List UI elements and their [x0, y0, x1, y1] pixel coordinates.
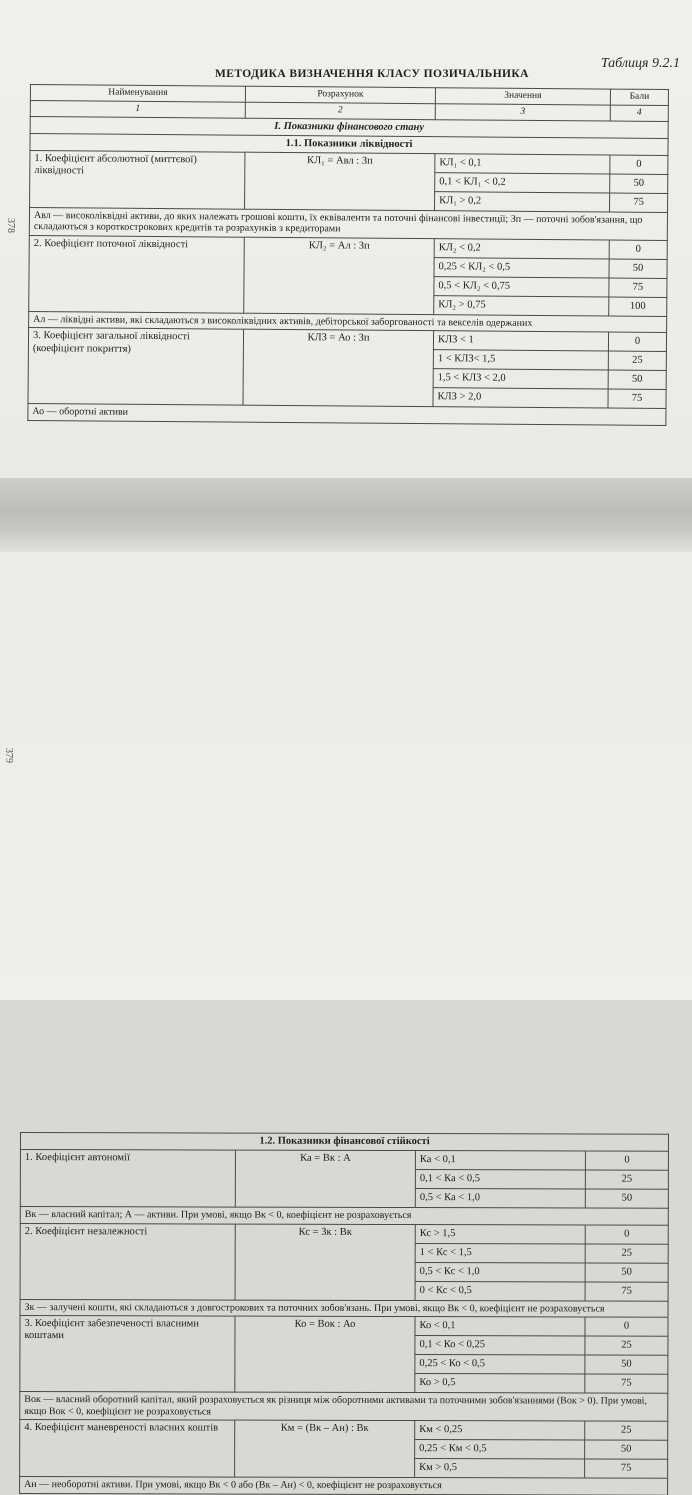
- indicator-note: Вок — власний оборотний капітал, який розраховується як різниця між оборотними активами та поточними зобов'язаннями (Вок > 0). При умові, якщо Вок < 0, коефіцієнт не розраховується: [20, 1392, 668, 1422]
- indicator-row: [29, 235, 667, 259]
- indicator-value-range: 0,25 < Ко < 0,5: [415, 1355, 585, 1374]
- indicator-name: 2. Коефіцієнт поточної ліквідності: [29, 235, 245, 313]
- book-page-379: [0, 552, 692, 1492]
- indicator-points: 25: [585, 1421, 668, 1440]
- indicator-value-range: 0,25 < КЛ₂ < 0,5: [434, 258, 609, 278]
- indicator-points: 75: [608, 390, 666, 409]
- indicator-points: 0: [609, 240, 667, 259]
- indicator-points: 50: [608, 371, 666, 390]
- indicator-points: 50: [585, 1263, 668, 1282]
- note-row: [20, 1477, 668, 1495]
- indicator-row: [20, 1223, 668, 1244]
- indicator-points: 25: [585, 1336, 668, 1355]
- indicator-points: 50: [585, 1440, 668, 1459]
- indicator-value-range: 1 < Кс < 1,5: [415, 1243, 585, 1262]
- indicator-value-range: Ка < 0,1: [415, 1151, 585, 1170]
- indicator-note: Авл — високоліквідні активи, до яких належать грошові кошти, їх еквіваленти та поточні фінансові інвестиції; Зп — поточні зобов'язання, що складаються з короткострокових кредитів та розрахунків з кредиторами: [29, 207, 667, 240]
- indicator-value-range: Км > 0,5: [415, 1459, 585, 1478]
- subsection-row: [20, 1133, 668, 1152]
- indicator-value-range: 1,5 < КЛЗ < 2,0: [433, 369, 608, 389]
- indicator-formula: Ка = Вк : А: [235, 1150, 415, 1207]
- indicator-value-range: КЛ₂ < 0,2: [434, 239, 609, 259]
- page-number: 379: [3, 748, 14, 763]
- column-number: 3: [435, 104, 610, 121]
- indicator-value-range: Кс > 1,5: [415, 1224, 585, 1243]
- indicator-value-range: 0 < Кс < 0,5: [415, 1281, 585, 1300]
- indicator-points: 75: [585, 1374, 668, 1393]
- indicator-value-range: Ко > 0,5: [415, 1374, 585, 1393]
- indicator-value-range: 0,5 < Ка < 1,0: [415, 1189, 585, 1208]
- indicator-row: [20, 1420, 668, 1441]
- indicator-points: 75: [585, 1459, 668, 1478]
- borrower-class-table-part-1: [27, 84, 669, 426]
- indicator-row: [20, 1150, 668, 1171]
- indicator-points: 50: [610, 174, 668, 193]
- header-name: Найменування: [30, 85, 245, 103]
- indicator-row: [30, 150, 668, 174]
- indicator-value-range: 0,1 < КЛ₁ < 0,2: [435, 173, 610, 193]
- indicator-formula: КЛ₂ = Ал : Зп: [244, 237, 435, 314]
- subsection-title: 1.1. Показники ліквідності: [30, 133, 668, 155]
- indicator-points: 50: [585, 1355, 668, 1374]
- indicator-points: 0: [585, 1151, 668, 1170]
- indicator-name: 2. Коефіцієнт незалежності: [20, 1223, 235, 1300]
- indicator-row: [20, 1316, 668, 1337]
- indicator-value-range: Км < 0,25: [415, 1421, 585, 1440]
- indicator-points: 25: [608, 352, 666, 371]
- indicator-formula: КЛ₁ = Авл : Зп: [245, 152, 435, 210]
- indicator-value-range: 0,5 < Кс < 1,0: [415, 1262, 585, 1281]
- indicator-value-range: КЛЗ > 2,0: [433, 388, 608, 408]
- column-number: 4: [610, 105, 668, 121]
- indicator-points: 75: [610, 193, 668, 212]
- indicator-value-range: Ко < 0,1: [415, 1317, 585, 1336]
- indicator-points: 0: [585, 1225, 668, 1244]
- column-number: 1: [30, 100, 245, 118]
- indicator-points: 100: [609, 297, 667, 316]
- indicator-points: 75: [585, 1282, 668, 1301]
- indicator-points: 75: [609, 278, 667, 297]
- page-number: 378: [5, 218, 16, 233]
- indicator-name: 1. Коефіцієнт автономії: [20, 1150, 235, 1208]
- table-caption: Таблиця 9.2.1: [600, 56, 680, 71]
- indicator-note: Ан — необоротні активи. При умові, якщо Вк < 0 або (Вк – Ан) < 0, коефіцієнт не розраховується: [20, 1477, 668, 1495]
- indicator-formula: Км = (Вк – Ан) : Вк: [235, 1420, 415, 1477]
- indicator-value-range: 0,1 < Ка < 0,5: [415, 1170, 585, 1189]
- indicator-value-range: КЛ₁ < 0,1: [435, 154, 610, 174]
- indicator-note: Зк — залучені кошти, які складаються з довгострокових та поточних зобов'язань. При умові, якщо Вк < 0, коефіцієнт не розраховується: [20, 1299, 668, 1317]
- borrower-class-table-part-2: [19, 1132, 669, 1495]
- indicator-formula: Кс = Зк : Вк: [235, 1224, 415, 1300]
- note-row: [20, 1299, 668, 1317]
- indicator-name: 3. Коефіцієнт забезпеченості власними коштами: [20, 1316, 235, 1393]
- indicator-points: 0: [610, 155, 668, 174]
- indicator-points: 0: [608, 333, 666, 352]
- indicator-value-range: 0,25 < Км < 0,5: [415, 1440, 585, 1459]
- section-title: I. Показники фінансового стану: [30, 116, 668, 138]
- book-page-378: [0, 0, 692, 478]
- indicator-value-range: КЛЗ < 1: [433, 331, 608, 351]
- indicator-points: 25: [585, 1244, 668, 1263]
- header-calculation: Розрахунок: [245, 86, 435, 103]
- header-points: Бали: [610, 89, 668, 105]
- indicator-points: 50: [609, 259, 667, 278]
- note-row: [20, 1392, 668, 1422]
- indicator-note: Ао — оборотні активи: [28, 404, 666, 426]
- page-gutter: [0, 478, 692, 552]
- header-value: Значення: [435, 88, 610, 105]
- indicator-name: 1. Коефіцієнт абсолютної (миттєвої) ліквідності: [30, 150, 245, 209]
- indicator-points: 0: [585, 1317, 668, 1336]
- indicator-name: 4. Коефіцієнт маневреності власних коштів: [20, 1420, 235, 1478]
- indicator-formula: Ко = Вок : Ао: [235, 1316, 415, 1392]
- column-number: 2: [245, 102, 435, 119]
- indicator-note: Ал — ліквідні активи, які складаються з високоліквідних активів, дебіторської заборгованості та векселів одержаних: [29, 311, 667, 333]
- indicator-value-range: 0,1 < Ко < 0,25: [415, 1336, 585, 1355]
- indicator-value-range: 1 < КЛЗ< 1,5: [433, 350, 608, 370]
- indicator-points: 25: [585, 1170, 668, 1189]
- indicator-points: 50: [585, 1189, 668, 1208]
- indicator-note: Вк — власний капітал; А — активи. При умові, якщо Вк < 0, коефіцієнт не розраховується: [20, 1207, 668, 1225]
- document-title: МЕТОДИКА ВИЗНАЧЕННЯ КЛАСУ ПОЗИЧАЛЬНИКА: [215, 68, 529, 80]
- indicator-value-range: КЛ₁ > 0,2: [435, 192, 610, 212]
- note-row: [20, 1207, 668, 1225]
- indicator-name: 3. Коефіцієнт загальної ліквідності (коефіцієнт покриття): [28, 328, 244, 406]
- indicator-value-range: КЛ₂ > 0,75: [434, 296, 609, 316]
- indicator-row: [28, 328, 666, 352]
- subsection-title: 1.2. Показники фінансової стійкості: [20, 1133, 668, 1152]
- indicator-formula: КЛЗ = Ао : Зп: [243, 330, 434, 407]
- indicator-value-range: 0,5 < КЛ₂ < 0,75: [434, 277, 609, 297]
